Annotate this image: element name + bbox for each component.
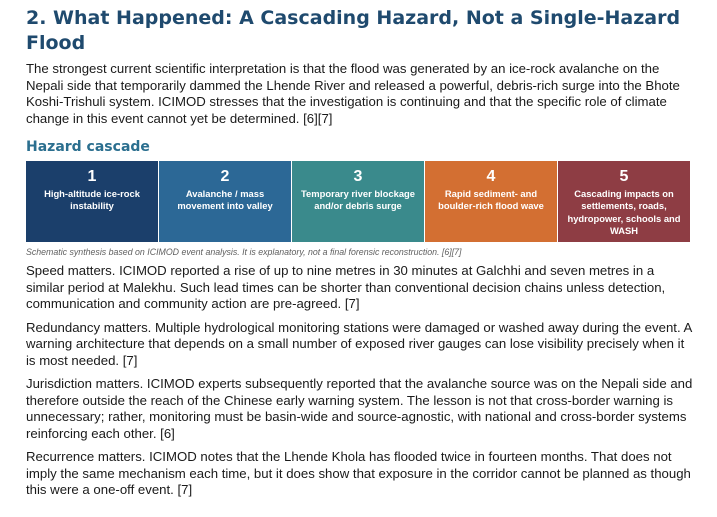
cascade-step-4	[425, 161, 558, 242]
cascade-caption: Schematic synthesis based on ICIMOD event analysis. It is explanatory, not a final forensic reconstruction. [6][7]	[26, 247, 462, 257]
cascade-step-label: High-altitude ice-rock instability	[44, 188, 140, 212]
cascade-step-label: Cascading impacts on settlements, roads, hydropower, schools and WASH	[567, 188, 681, 237]
cascade-step-1	[26, 161, 159, 242]
intro-paragraph: The strongest current scientific interpretation is that the flood was generated by an ice-rock avalanche on the Nepali side that temporarily dammed the Lhende River and released a powerful, debris-rich surge into the Bhote Koshi-Trishuli system. ICIMOD stresses that the investigation is continuing and that the specific role of climate change in this event cannot yet be determined. [6][7]	[26, 61, 680, 126]
cascade-step-5	[558, 161, 690, 242]
cascade-step-label: Temporary river blockage and/or debris surge	[301, 188, 415, 212]
paragraph-speed: Speed matters. ICIMOD reported a rise of up to nine metres in 30 minutes at Galchhi and seven metres in a similar period at Malekhu. Such lead times can be shorter than conventional decision chains unless detection, communication and community action are pre-agreed. [7]	[26, 263, 666, 311]
paragraph-jurisdiction: Jurisdiction matters. ICIMOD experts subsequently reported that the avalanche source was on the Nepali side and therefore outside the reach of the Chinese early warning system. The lesson is not that cross-border warning is unnecessary; rather, monitoring must be basin-wide and source-agnostic, with national and cross-border systems reinforcing each other. [6]	[26, 376, 693, 441]
cascade-step-3	[292, 161, 425, 242]
paragraph-redundancy: Redundancy matters. Multiple hydrological monitoring stations were damaged or washed away during the event. A warning architecture that depends on a small number of exposed river gauges can lose visibility precisely when it is most needed. [7]	[26, 319, 692, 368]
cascade-step-label: Rapid sediment- and boulder-rich flood wave	[438, 188, 544, 212]
hazard-cascade-title: Hazard cascade	[26, 139, 150, 155]
paragraph-recurrence: Recurrence matters. ICIMOD notes that the Lhende Khola has flooded twice in fourteen months. That does not imply the same mechanism each time, but it does show that exposure in the corridor cannot be planned as though this were a one-off event. [7]	[26, 449, 691, 497]
cascade-step-number: 2	[220, 168, 230, 185]
cascade-step-number: 3	[353, 168, 363, 185]
cascade-step-2	[159, 161, 292, 242]
cascade-step-label: Avalanche / mass movement into valley	[177, 188, 273, 212]
section-title: 2. What Happened: A Cascading Hazard, Not a Single-Hazard Flood	[26, 7, 681, 54]
cascade-step-number: 4	[486, 168, 496, 185]
hazard-cascade-diagram	[26, 161, 690, 242]
cascade-step-number: 1	[87, 168, 97, 185]
cascade-step-number: 5	[619, 168, 629, 185]
